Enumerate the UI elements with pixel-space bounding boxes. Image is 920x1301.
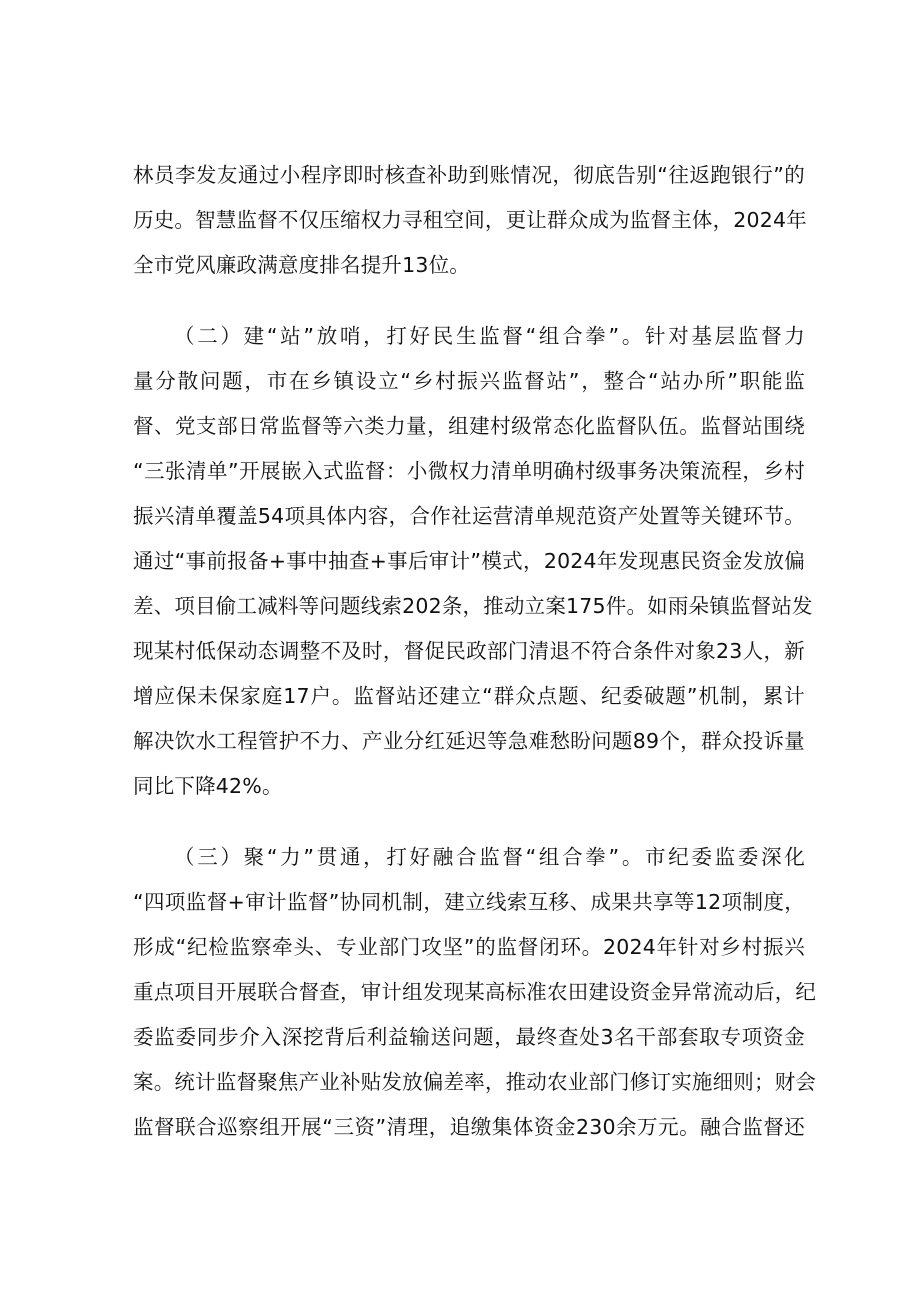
text-line: 增应保未保家庭17户。监督站还建立“群众点题、纪委破题”机制，累计 (133, 684, 805, 708)
paragraph-section-two (133, 318, 813, 813)
text-line: 委监委同步介入深挖背后利益输送问题，最终查处3名干部套取专项资金 (133, 1025, 805, 1049)
document-body (133, 157, 817, 1154)
text-line: 差、项目偷工减料等问题线索202条，推动立案175件。如雨朵镇监督站发 (133, 594, 813, 618)
text-line: 现某村低保动态调整不及时，督促民政部门清退不符合条件对象23人，新 (133, 639, 805, 663)
text-line: 监督联合巡察组开展“三资”清理，追缴集体资金230余万元。融合监督还 (133, 1115, 805, 1139)
text-line: “四项监督+审计监督”协同机制，建立线索互移、成果共享等12项制度， (133, 890, 805, 914)
text-line: 振兴清单覆盖54项具体内容，合作社运营清单规范资产处置等关键环节。 (133, 504, 805, 528)
text-line: 历史。智慧监督不仅压缩权力寻租空间，更让群众成为监督主体，2024年 (133, 208, 807, 232)
text-line: 重点项目开展联合督查，审计组发现某高标准农田建设资金异常流动后，纪 (133, 980, 817, 1004)
text-line: 全市党风廉政满意度排名提升13位。 (133, 253, 470, 277)
text-line: 解决饮水工程管护不力、产业分红延迟等急难愁盼问题89个，群众投诉量 (133, 729, 805, 753)
text-line: 案。统计监督聚焦产业补贴发放偏差率，推动农业部门修订实施细则；财会 (133, 1070, 817, 1094)
text-line: 同比下降42%。 (133, 774, 283, 798)
text-line: 通过“事前报备+事中抽查+事后审计”模式，2024年发现惠民资金发放偏 (133, 549, 805, 573)
text-line: “三张清单”开展嵌入式监督：小微权力清单明确村级事务决策流程，乡村 (133, 459, 805, 483)
section-heading-line: （三）聚“力”贯通，打好融合监督“组合拳”。市纪委监委深化 (174, 845, 805, 869)
paragraph-smart-supervision (133, 157, 805, 292)
paragraph-section-three (133, 839, 817, 1154)
text-line: 形成“纪检监察牵头、专业部门攻坚”的监督闭环。2024年针对乡村振兴 (133, 935, 805, 959)
text-line: 督、党支部日常监督等六类力量，组建村级常态化监督队伍。监督站围绕 (133, 414, 805, 438)
text-line: 林员李发友通过小程序即时核查补助到账情况，彻底告别“往返跑银行”的 (133, 163, 805, 187)
section-heading-line: （二）建“站”放哨，打好民生监督“组合拳”。针对基层监督力 (174, 324, 805, 348)
text-line: 量分散问题，市在乡镇设立“乡村振兴监督站”，整合“站办所”职能监 (133, 369, 805, 393)
